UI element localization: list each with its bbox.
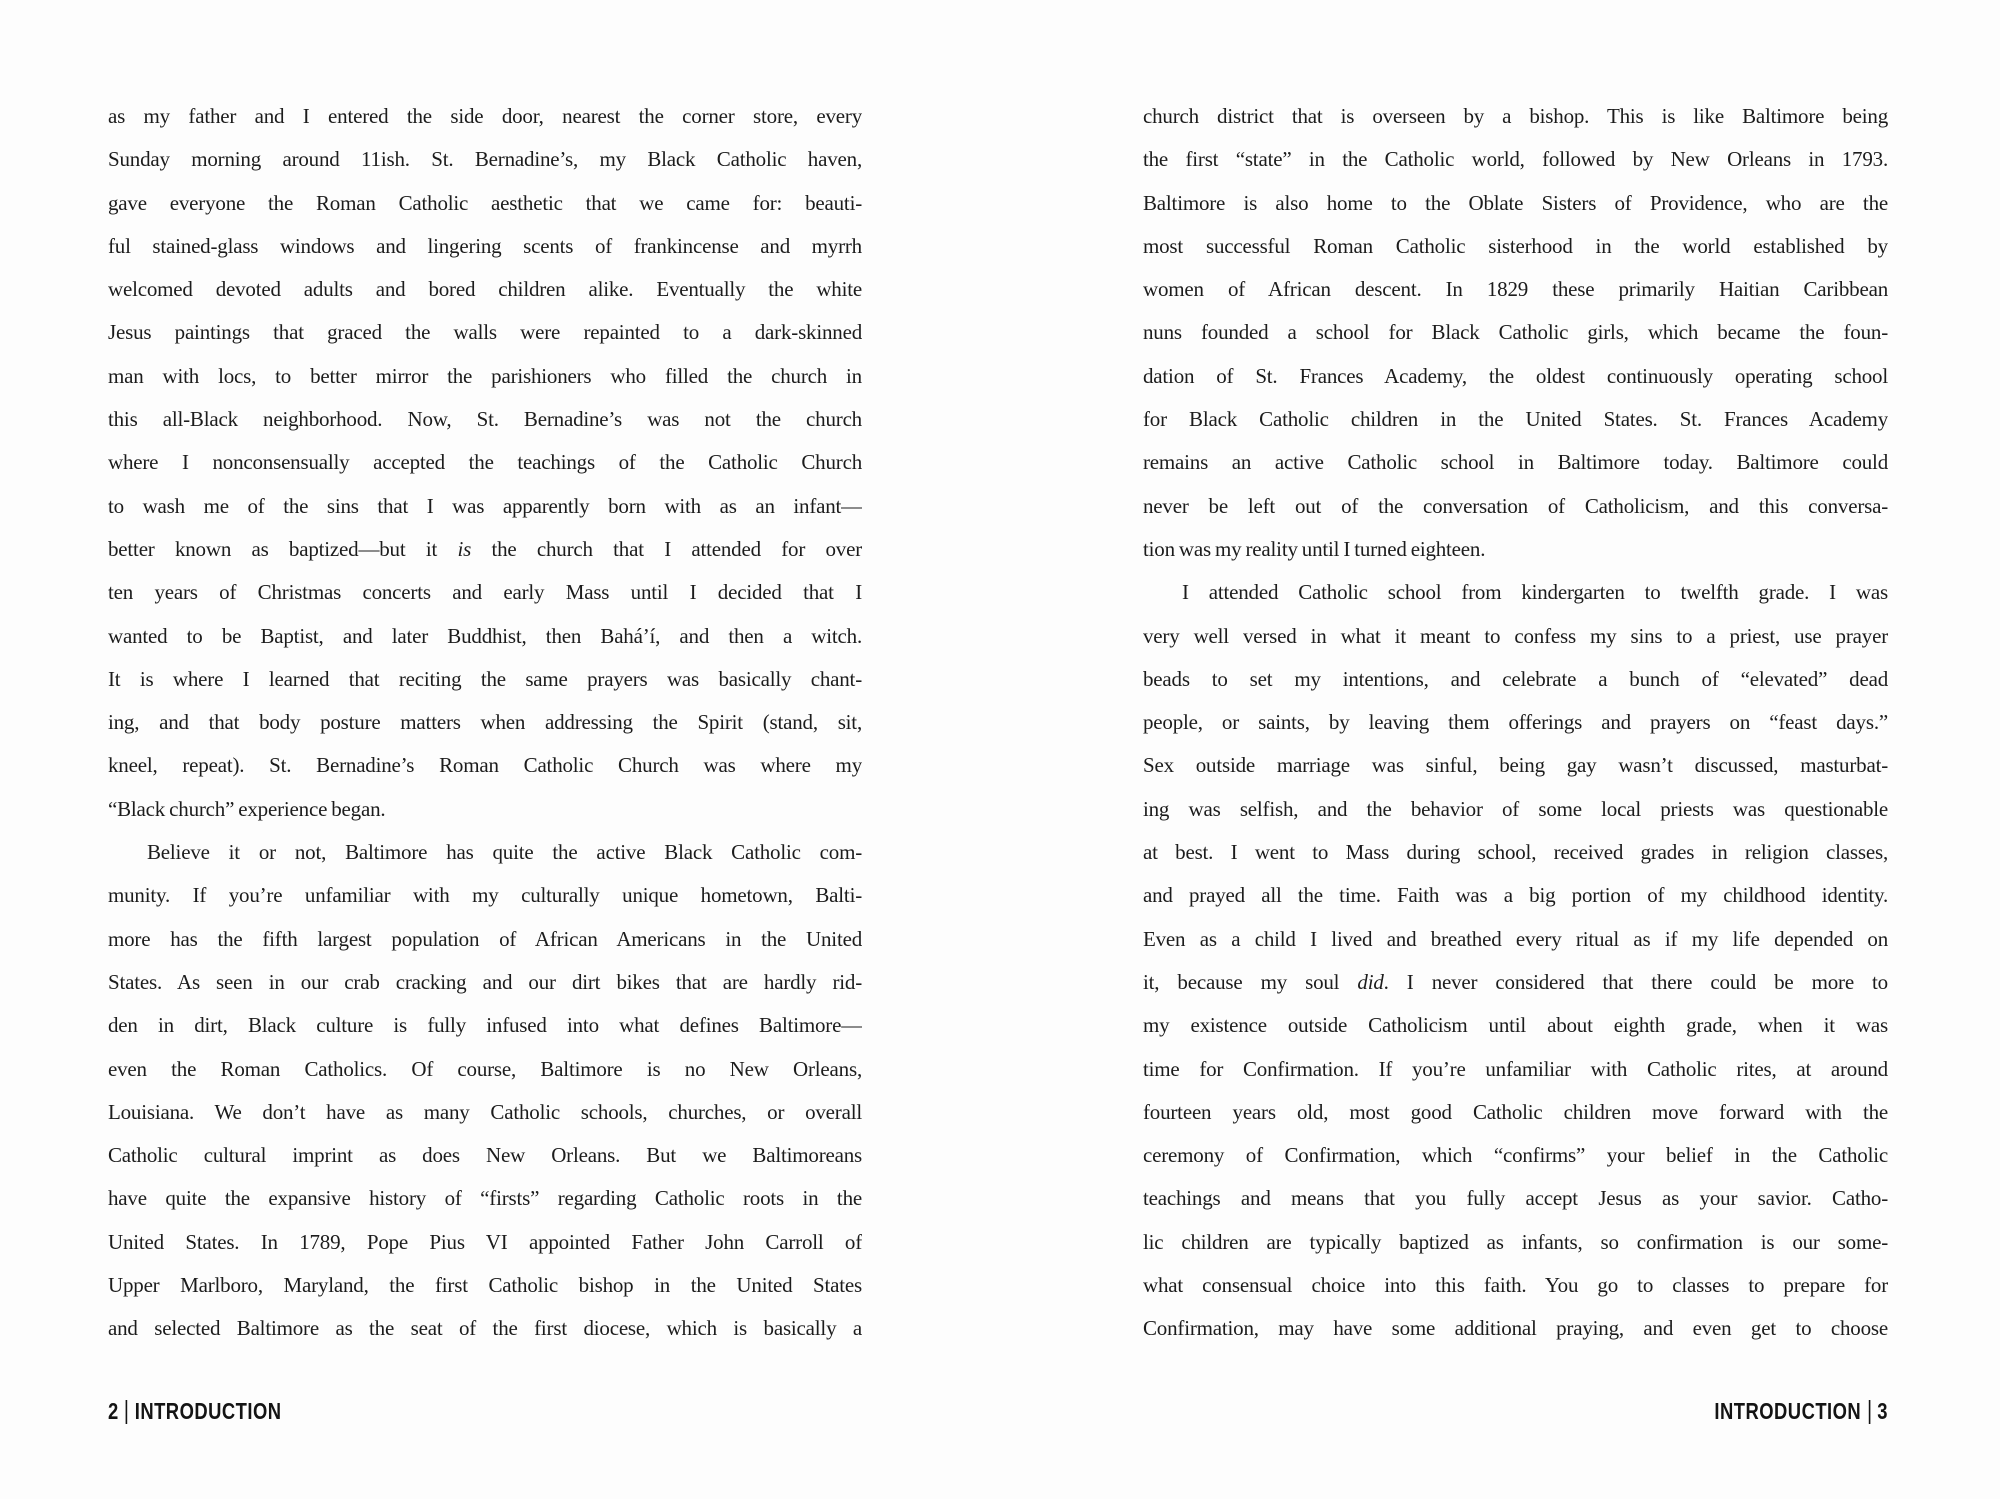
text-line: as my father and I entered the side door, nearest the corner store, every <box>108 104 862 128</box>
text-line: what consensual choice into this faith. You go to classes to prepare for <box>1143 1273 1888 1298</box>
running-head: INTRODUCTION <box>1714 1398 1862 1424</box>
page-number: 3 <box>1877 1398 1888 1424</box>
text-line: gave everyone the Roman Catholic aesthetic that we came for: beauti- <box>108 190 862 215</box>
paragraph <box>108 831 862 1351</box>
text-line: wanted to be Baptist, and later Buddhist, then Bahá’í, and then a witch. <box>108 623 862 648</box>
text-line: Baltimore is also home to the Oblate Sisters of Providence, who are the <box>1143 190 1888 215</box>
running-head: INTRODUCTION <box>134 1398 282 1424</box>
text-line: ing was selfish, and the behavior of some local priests was questionable <box>1143 796 1888 821</box>
text-line: welcomed devoted adults and bored children alike. Eventually the white <box>108 277 862 302</box>
page-right-body-text <box>1143 95 1888 1351</box>
paragraph <box>1143 571 1888 1350</box>
text-line: never be left out of the conversation of Catholicism, and this conversa- <box>1143 493 1888 518</box>
text-line: lic children are typically baptized as infants, so confirmation is our some- <box>1143 1229 1888 1254</box>
text-line: my existence outside Catholicism until about eighth grade, when it was <box>1143 1013 1888 1038</box>
text-line: Confirmation, may have some additional praying, and even get to choose <box>1143 1316 1888 1341</box>
page-number: 2 <box>108 1398 119 1424</box>
text-line: Jesus paintings that graced the walls were repainted to a dark-skinned <box>108 320 862 345</box>
text-line: people, or saints, by leaving them offerings and prayers on “feast days.” <box>1143 710 1888 735</box>
text-line: to wash me of the sins that I was apparently born with as an infant— <box>108 493 862 518</box>
text-line: Sunday morning around 11ish. St. Bernadine’s, my Black Catholic haven, <box>108 147 862 172</box>
text-line: better known as baptized—but it is the church that I attended for over <box>108 536 862 561</box>
text-line: even the Roman Catholics. Of course, Baltimore is no New Orleans, <box>108 1056 862 1081</box>
text-line: church district that is overseen by a bishop. This is like Baltimore being <box>1143 104 1888 128</box>
text-line: den in dirt, Black culture is fully infused into what defines Baltimore— <box>108 1013 862 1038</box>
text-line: “Black church” experience began. <box>108 796 386 821</box>
text-line: very well versed in what it meant to confess my sins to a priest, use prayer <box>1143 623 1888 648</box>
text-line: munity. If you’re unfamiliar with my culturally unique hometown, Balti- <box>108 883 862 908</box>
text-line: ing, and that body posture matters when addressing the Spirit (stand, sit, <box>108 710 862 735</box>
text-line: ten years of Christmas concerts and early Mass until I decided that I <box>108 580 862 605</box>
text-line: most successful Roman Catholic sisterhood in the world established by <box>1143 233 1888 258</box>
text-line: the first “state” in the Catholic world, followed by New Orleans in 1793. <box>1143 147 1888 172</box>
text-line: women of African descent. In 1829 these primarily Haitian Caribbean <box>1143 277 1888 302</box>
text-line: at best. I went to Mass during school, received grades in religion classes, <box>1143 840 1888 865</box>
text-line: Sex outside marriage was sinful, being gay wasn’t discussed, masturbat- <box>1143 753 1888 778</box>
text-line: time for Confirmation. If you’re unfamiliar with Catholic rites, at around <box>1143 1056 1888 1081</box>
text-line: Catholic cultural imprint as does New Orleans. But we Baltimoreans <box>108 1143 862 1168</box>
text-line: and selected Baltimore as the seat of the first diocese, which is basically a <box>108 1316 862 1341</box>
page-right-footer <box>1714 1398 1888 1425</box>
text-line: dation of St. Frances Academy, the oldest continuously operating school <box>1143 363 1888 388</box>
paragraph <box>1143 95 1888 571</box>
text-line: where I nonconsensually accepted the teachings of the Catholic Church <box>108 450 862 475</box>
text-line: tion was my reality until I turned eighteen. <box>1143 536 1486 561</box>
text-line: It is where I learned that reciting the same prayers was basically chant- <box>108 666 862 691</box>
text-line: beads to set my intentions, and celebrate a bunch of “elevated” dead <box>1143 666 1888 691</box>
text-line: Even as a child I lived and breathed every ritual as if my life depended on <box>1143 926 1888 951</box>
text-line: this all-Black neighborhood. Now, St. Bernadine’s was not the church <box>108 407 862 432</box>
text-line: fourteen years old, most good Catholic children move forward with the <box>1143 1099 1888 1124</box>
text-line: kneel, repeat). St. Bernadine’s Roman Catholic Church was where my <box>108 753 862 778</box>
page-left-footer <box>108 1398 282 1425</box>
paragraph <box>108 95 862 831</box>
text-line: for Black Catholic children in the United States. St. Frances Academy <box>1143 407 1888 432</box>
text-line: ceremony of Confirmation, which “confirms” your belief in the Catholic <box>1143 1143 1888 1168</box>
page-left-body-text <box>108 95 862 1351</box>
text-line: man with locs, to better mirror the parishioners who filled the church in <box>108 363 862 388</box>
text-line: and prayed all the time. Faith was a big portion of my childhood identity. <box>1143 883 1888 908</box>
footer-divider <box>126 1400 128 1424</box>
text-line: it, because my soul did. I never considered that there could be more to <box>1143 969 1888 994</box>
text-line: Upper Marlboro, Maryland, the first Catholic bishop in the United States <box>108 1273 862 1298</box>
text-line: nuns founded a school for Black Catholic girls, which became the foun- <box>1143 320 1888 345</box>
text-line: Believe it or not, Baltimore has quite the active Black Catholic com- <box>147 840 862 865</box>
text-line: remains an active Catholic school in Baltimore today. Baltimore could <box>1143 450 1888 475</box>
text-line: teachings and means that you fully accept Jesus as your savior. Catho- <box>1143 1186 1888 1211</box>
text-line: more has the fifth largest population of African Americans in the United <box>108 926 862 951</box>
text-line: United States. In 1789, Pope Pius VI appointed Father John Carroll of <box>108 1229 862 1254</box>
footer-divider <box>1868 1400 1870 1424</box>
text-line: States. As seen in our crab cracking and our dirt bikes that are hardly rid- <box>108 969 862 994</box>
text-line: have quite the expansive history of “firsts” regarding Catholic roots in the <box>108 1186 862 1211</box>
text-line: Louisiana. We don’t have as many Catholic schools, churches, or overall <box>108 1099 862 1124</box>
text-line: ful stained-glass windows and lingering scents of frankincense and myrrh <box>108 233 862 258</box>
text-line: I attended Catholic school from kindergarten to twelfth grade. I was <box>1182 580 1888 605</box>
